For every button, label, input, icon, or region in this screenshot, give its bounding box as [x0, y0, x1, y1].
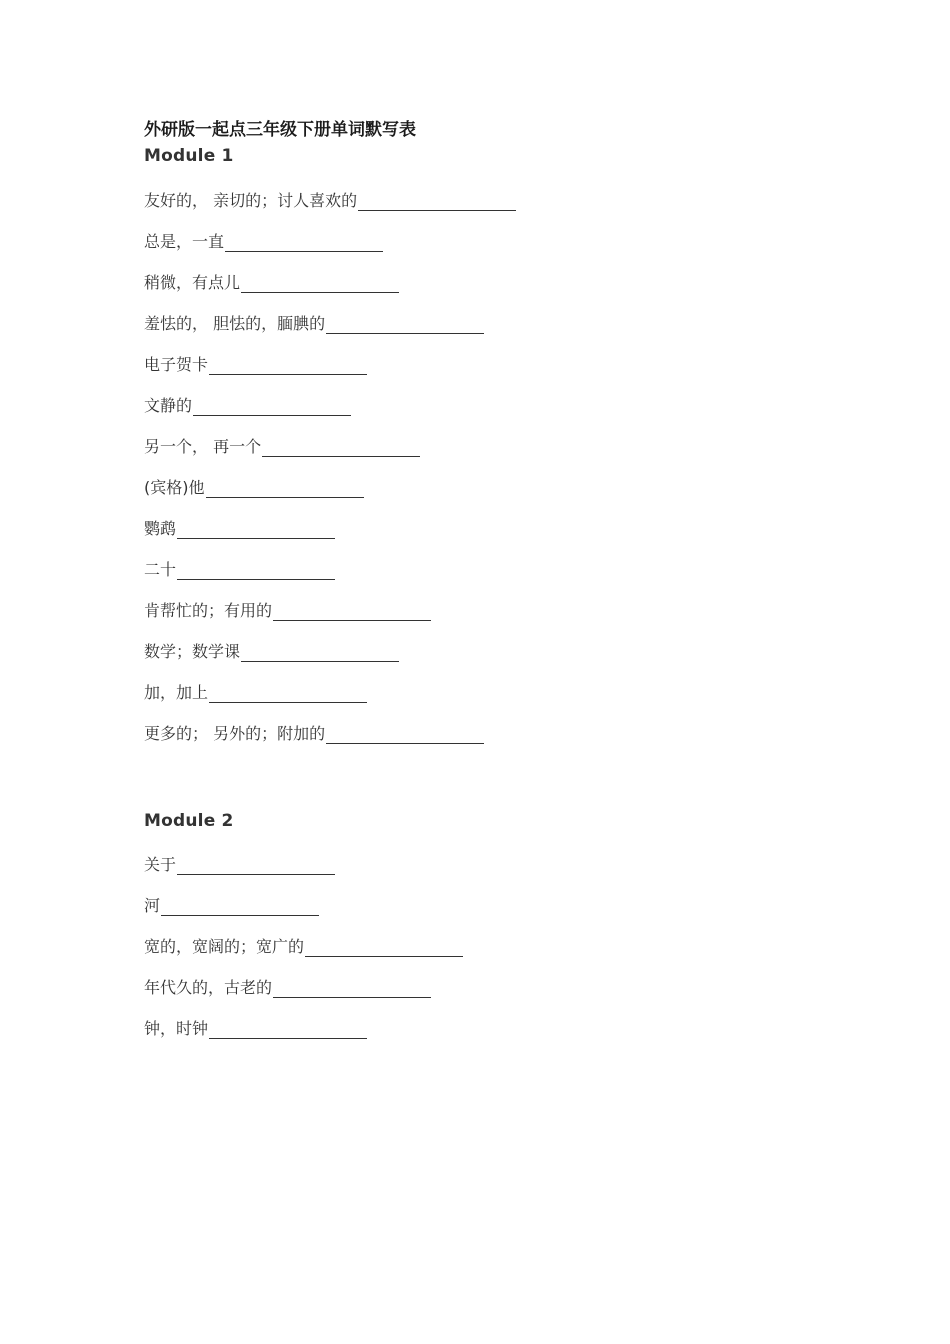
answer-blank[interactable] [161, 899, 319, 916]
vocab-item [144, 475, 364, 498]
vocab-item-meaning: 钟，时钟 [144, 1019, 209, 1038]
vocab-item [144, 680, 367, 703]
vocab-item [144, 1016, 367, 1039]
vocab-item [144, 270, 399, 293]
vocab-item-meaning: 更多的； 另外的；附加的 [144, 724, 326, 743]
answer-blank[interactable] [209, 358, 367, 375]
answer-blank[interactable] [358, 194, 516, 211]
vocab-item-meaning: 二十 [144, 560, 177, 579]
answer-blank[interactable] [273, 981, 431, 998]
vocab-item-meaning: 鹦鹉 [144, 519, 177, 538]
vocab-item [144, 352, 367, 375]
answer-blank[interactable] [241, 276, 399, 293]
answer-blank[interactable] [193, 399, 351, 416]
vocab-item-meaning: (宾格)他 [144, 478, 205, 497]
answer-blank[interactable] [305, 940, 463, 957]
answer-blank[interactable] [225, 235, 383, 252]
vocab-item-meaning: 年代久的，古老的 [144, 978, 273, 997]
vocab-item-meaning: 宽的，宽阔的；宽广的 [144, 937, 305, 956]
answer-blank[interactable] [177, 858, 335, 875]
vocab-item [144, 229, 383, 252]
answer-blank[interactable] [206, 481, 364, 498]
vocab-item-meaning: 加，加上 [144, 683, 209, 702]
vocab-item [144, 598, 431, 621]
vocab-item [144, 852, 335, 875]
vocab-item-meaning: 总是，一直 [144, 232, 225, 251]
vocab-item-meaning: 稍微，有点儿 [144, 273, 241, 292]
answer-blank[interactable] [241, 645, 399, 662]
answer-blank[interactable] [209, 1022, 367, 1039]
vocab-item-meaning: 数学；数学课 [144, 642, 241, 661]
vocab-item [144, 639, 399, 662]
vocab-item [144, 721, 484, 744]
vocab-item [144, 434, 420, 457]
answer-blank[interactable] [326, 727, 484, 744]
vocab-item-meaning: 河 [144, 896, 161, 915]
answer-blank[interactable] [209, 686, 367, 703]
vocab-item-meaning: 文静的 [144, 396, 193, 415]
vocab-item [144, 557, 335, 580]
vocab-item [144, 311, 484, 334]
answer-blank[interactable] [177, 563, 335, 580]
vocab-item [144, 188, 516, 211]
answer-blank[interactable] [326, 317, 484, 334]
vocab-item [144, 893, 319, 916]
vocab-item-meaning: 关于 [144, 855, 177, 874]
answer-blank[interactable] [273, 604, 431, 621]
answer-blank[interactable] [177, 522, 335, 539]
vocab-item-meaning: 友好的， 亲切的；讨人喜欢的 [144, 191, 358, 210]
vocab-item [144, 975, 431, 998]
document-title: 外研版一起点三年级下册单词默写表 [144, 120, 416, 140]
vocab-item [144, 393, 351, 416]
module-1-heading: Module 1 [144, 146, 234, 166]
vocab-item-meaning: 另一个， 再一个 [144, 437, 262, 456]
vocab-item-meaning: 肯帮忙的；有用的 [144, 601, 273, 620]
vocab-item [144, 516, 335, 539]
vocab-item-meaning: 羞怯的， 胆怯的，腼腆的 [144, 314, 326, 333]
answer-blank[interactable] [262, 440, 420, 457]
vocab-item-meaning: 电子贺卡 [144, 355, 209, 374]
vocab-item [144, 934, 463, 957]
module-2-heading: Module 2 [144, 811, 234, 831]
